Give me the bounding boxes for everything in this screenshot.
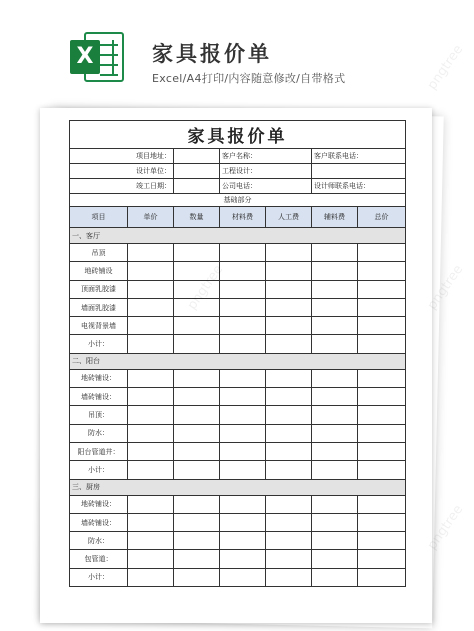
page-subtitle: Excel/A4打印/内容随意修改/自带格式	[152, 72, 346, 85]
table-cell[interactable]	[220, 388, 266, 406]
item-label: 防水：	[70, 424, 128, 442]
table-cell[interactable]	[312, 317, 358, 335]
project-address-label: 项目地址：	[70, 149, 174, 164]
table-cell[interactable]	[358, 550, 406, 568]
company-phone-label: 公司电话：	[220, 179, 312, 194]
table-cell[interactable]	[220, 495, 266, 513]
table-cell[interactable]	[174, 335, 220, 353]
start-date-label: 竣工日期：	[70, 179, 174, 194]
table-cell[interactable]	[220, 317, 266, 335]
table-cell[interactable]	[358, 461, 406, 479]
table-cell[interactable]	[128, 335, 174, 353]
table-cell[interactable]	[358, 442, 406, 460]
table-cell[interactable]	[220, 568, 266, 586]
section-row	[70, 479, 406, 495]
table-cell[interactable]	[128, 495, 174, 513]
table-cell[interactable]	[312, 513, 358, 531]
column-header: 项目	[70, 207, 128, 228]
table-cell[interactable]	[174, 317, 220, 335]
table-row	[70, 280, 406, 298]
item-label: 墙砖铺设：	[70, 513, 128, 531]
page-title: 家具报价单	[152, 42, 272, 66]
table-row	[70, 513, 406, 531]
table-cell[interactable]	[266, 513, 312, 531]
sheet-title: 家具报价单	[70, 121, 406, 149]
table-row	[70, 568, 406, 586]
table-cell[interactable]	[220, 298, 266, 316]
table-cell[interactable]	[128, 298, 174, 316]
excel-badge: X	[70, 40, 100, 74]
table-cell[interactable]	[358, 335, 406, 353]
table-cell[interactable]	[312, 244, 358, 262]
table-cell[interactable]	[220, 406, 266, 424]
table-cell[interactable]	[128, 461, 174, 479]
column-header: 数量	[174, 207, 220, 228]
table-cell[interactable]	[266, 262, 312, 280]
table-cell[interactable]	[312, 369, 358, 387]
item-label: 顶面乳胶漆	[70, 280, 128, 298]
table-cell[interactable]	[174, 369, 220, 387]
table-cell[interactable]	[358, 369, 406, 387]
table-row	[70, 388, 406, 406]
table-cell[interactable]	[312, 461, 358, 479]
table-cell[interactable]	[128, 388, 174, 406]
table-row	[70, 461, 406, 479]
table-cell[interactable]	[312, 298, 358, 316]
column-header: 单价	[128, 207, 174, 228]
column-header: 辅料费	[312, 207, 358, 228]
table-cell[interactable]	[220, 442, 266, 460]
customer-name-label: 客户名称：	[220, 149, 312, 164]
customer-phone-label: 客户联系电话：	[312, 149, 406, 164]
item-label: 小计：	[70, 568, 128, 586]
table-cell[interactable]	[266, 335, 312, 353]
table-cell[interactable]	[312, 406, 358, 424]
table-cell[interactable]	[358, 532, 406, 550]
table-cell[interactable]	[174, 461, 220, 479]
table-cell[interactable]	[174, 532, 220, 550]
table-cell[interactable]	[312, 388, 358, 406]
table-row	[70, 262, 406, 280]
table-row	[70, 298, 406, 316]
column-header: 人工费	[266, 207, 312, 228]
table-cell[interactable]	[174, 280, 220, 298]
watermark: pngtree	[424, 502, 467, 553]
watermark: pngtree	[424, 42, 467, 93]
project-address-value[interactable]	[174, 149, 220, 164]
item-label: 防水：	[70, 532, 128, 550]
item-label: 墙面乳胶漆	[70, 298, 128, 316]
item-label: 墙砖铺设：	[70, 388, 128, 406]
engineering-design-label: 工程设计：	[220, 164, 312, 179]
table-cell[interactable]	[312, 568, 358, 586]
table-cell[interactable]	[266, 442, 312, 460]
table-cell[interactable]	[266, 369, 312, 387]
table-cell[interactable]	[266, 298, 312, 316]
table-cell[interactable]	[266, 406, 312, 424]
table-cell[interactable]	[358, 495, 406, 513]
table-row	[70, 495, 406, 513]
table-row	[70, 369, 406, 387]
table-cell[interactable]	[220, 513, 266, 531]
table-cell[interactable]	[128, 568, 174, 586]
table-cell[interactable]	[266, 461, 312, 479]
table-cell[interactable]	[174, 298, 220, 316]
table-cell[interactable]	[312, 280, 358, 298]
table-cell[interactable]	[174, 406, 220, 424]
table-cell[interactable]	[220, 369, 266, 387]
table-cell[interactable]	[266, 568, 312, 586]
column-header-row	[70, 207, 406, 228]
table-cell[interactable]	[174, 495, 220, 513]
table-cell[interactable]	[266, 244, 312, 262]
table-cell[interactable]	[128, 424, 174, 442]
table-cell[interactable]	[174, 388, 220, 406]
table-cell[interactable]	[312, 335, 358, 353]
item-label: 小计：	[70, 461, 128, 479]
table-cell[interactable]	[266, 280, 312, 298]
table-row	[70, 424, 406, 442]
engineering-design-value[interactable]	[312, 164, 406, 179]
table-cell[interactable]	[220, 532, 266, 550]
table-cell[interactable]	[174, 262, 220, 280]
table-cell[interactable]	[128, 442, 174, 460]
table-cell[interactable]	[174, 442, 220, 460]
table-cell[interactable]	[128, 532, 174, 550]
designer-phone-label: 设计师联系电话：	[312, 179, 406, 194]
excel-logo-icon	[66, 30, 126, 86]
table-cell[interactable]	[128, 317, 174, 335]
table-cell[interactable]	[266, 424, 312, 442]
item-label: 电视背景墙	[70, 317, 128, 335]
table-cell[interactable]	[174, 244, 220, 262]
table-cell[interactable]	[128, 244, 174, 262]
table-cell[interactable]	[220, 461, 266, 479]
table-row	[70, 406, 406, 424]
table-cell[interactable]	[358, 262, 406, 280]
table-cell[interactable]	[174, 568, 220, 586]
table-cell[interactable]	[220, 424, 266, 442]
item-label: 地砖铺设：	[70, 369, 128, 387]
section-title: 二、阳台	[70, 353, 406, 369]
item-label: 地砖铺设：	[70, 495, 128, 513]
table-cell[interactable]	[358, 406, 406, 424]
table-cell[interactable]	[174, 513, 220, 531]
watermark: pngtree	[424, 262, 467, 313]
section-row	[70, 228, 406, 244]
table-cell[interactable]	[174, 550, 220, 568]
item-label: 吊顶：	[70, 406, 128, 424]
table-cell[interactable]	[128, 513, 174, 531]
table-cell[interactable]	[220, 335, 266, 353]
item-label: 吊顶	[70, 244, 128, 262]
table-row	[70, 532, 406, 550]
section-title: 三、厨房	[70, 479, 406, 495]
basic-section-label: 基础部分	[70, 194, 406, 207]
table-cell[interactable]	[266, 317, 312, 335]
table-cell[interactable]	[358, 317, 406, 335]
table-cell[interactable]	[312, 550, 358, 568]
table-cell[interactable]	[312, 442, 358, 460]
table-cell[interactable]	[220, 550, 266, 568]
sections-body	[70, 228, 406, 587]
column-header: 材料费	[220, 207, 266, 228]
table-cell[interactable]	[312, 532, 358, 550]
item-label: 阳台管道井：	[70, 442, 128, 460]
table-cell[interactable]	[358, 244, 406, 262]
table-cell[interactable]	[358, 298, 406, 316]
table-row	[70, 335, 406, 353]
section-row	[70, 353, 406, 369]
item-label: 包管道：	[70, 550, 128, 568]
column-header: 总价	[358, 207, 406, 228]
table-cell[interactable]	[266, 388, 312, 406]
item-label: 小计：	[70, 335, 128, 353]
table-cell[interactable]	[220, 244, 266, 262]
quote-table	[69, 120, 406, 587]
table-cell[interactable]	[174, 424, 220, 442]
table-cell[interactable]	[358, 513, 406, 531]
table-cell[interactable]	[220, 280, 266, 298]
table-row	[70, 317, 406, 335]
table-row	[70, 244, 406, 262]
table-cell[interactable]	[358, 280, 406, 298]
table-row	[70, 550, 406, 568]
table-cell[interactable]	[128, 369, 174, 387]
table-cell[interactable]	[312, 495, 358, 513]
table-cell[interactable]	[358, 388, 406, 406]
table-cell[interactable]	[266, 532, 312, 550]
table-cell[interactable]	[220, 262, 266, 280]
table-row	[70, 442, 406, 460]
table-cell[interactable]	[128, 262, 174, 280]
item-label: 地砖铺设	[70, 262, 128, 280]
table-cell[interactable]	[128, 550, 174, 568]
design-unit-label: 设计单位：	[70, 164, 174, 179]
design-unit-value[interactable]	[174, 164, 220, 179]
table-cell[interactable]	[312, 424, 358, 442]
table-cell[interactable]	[312, 262, 358, 280]
table-cell[interactable]	[266, 495, 312, 513]
table-cell[interactable]	[266, 550, 312, 568]
table-cell[interactable]	[128, 280, 174, 298]
table-cell[interactable]	[358, 424, 406, 442]
table-cell[interactable]	[358, 568, 406, 586]
start-date-value[interactable]	[174, 179, 220, 194]
table-cell[interactable]	[128, 406, 174, 424]
section-title: 一、客厅	[70, 228, 406, 244]
